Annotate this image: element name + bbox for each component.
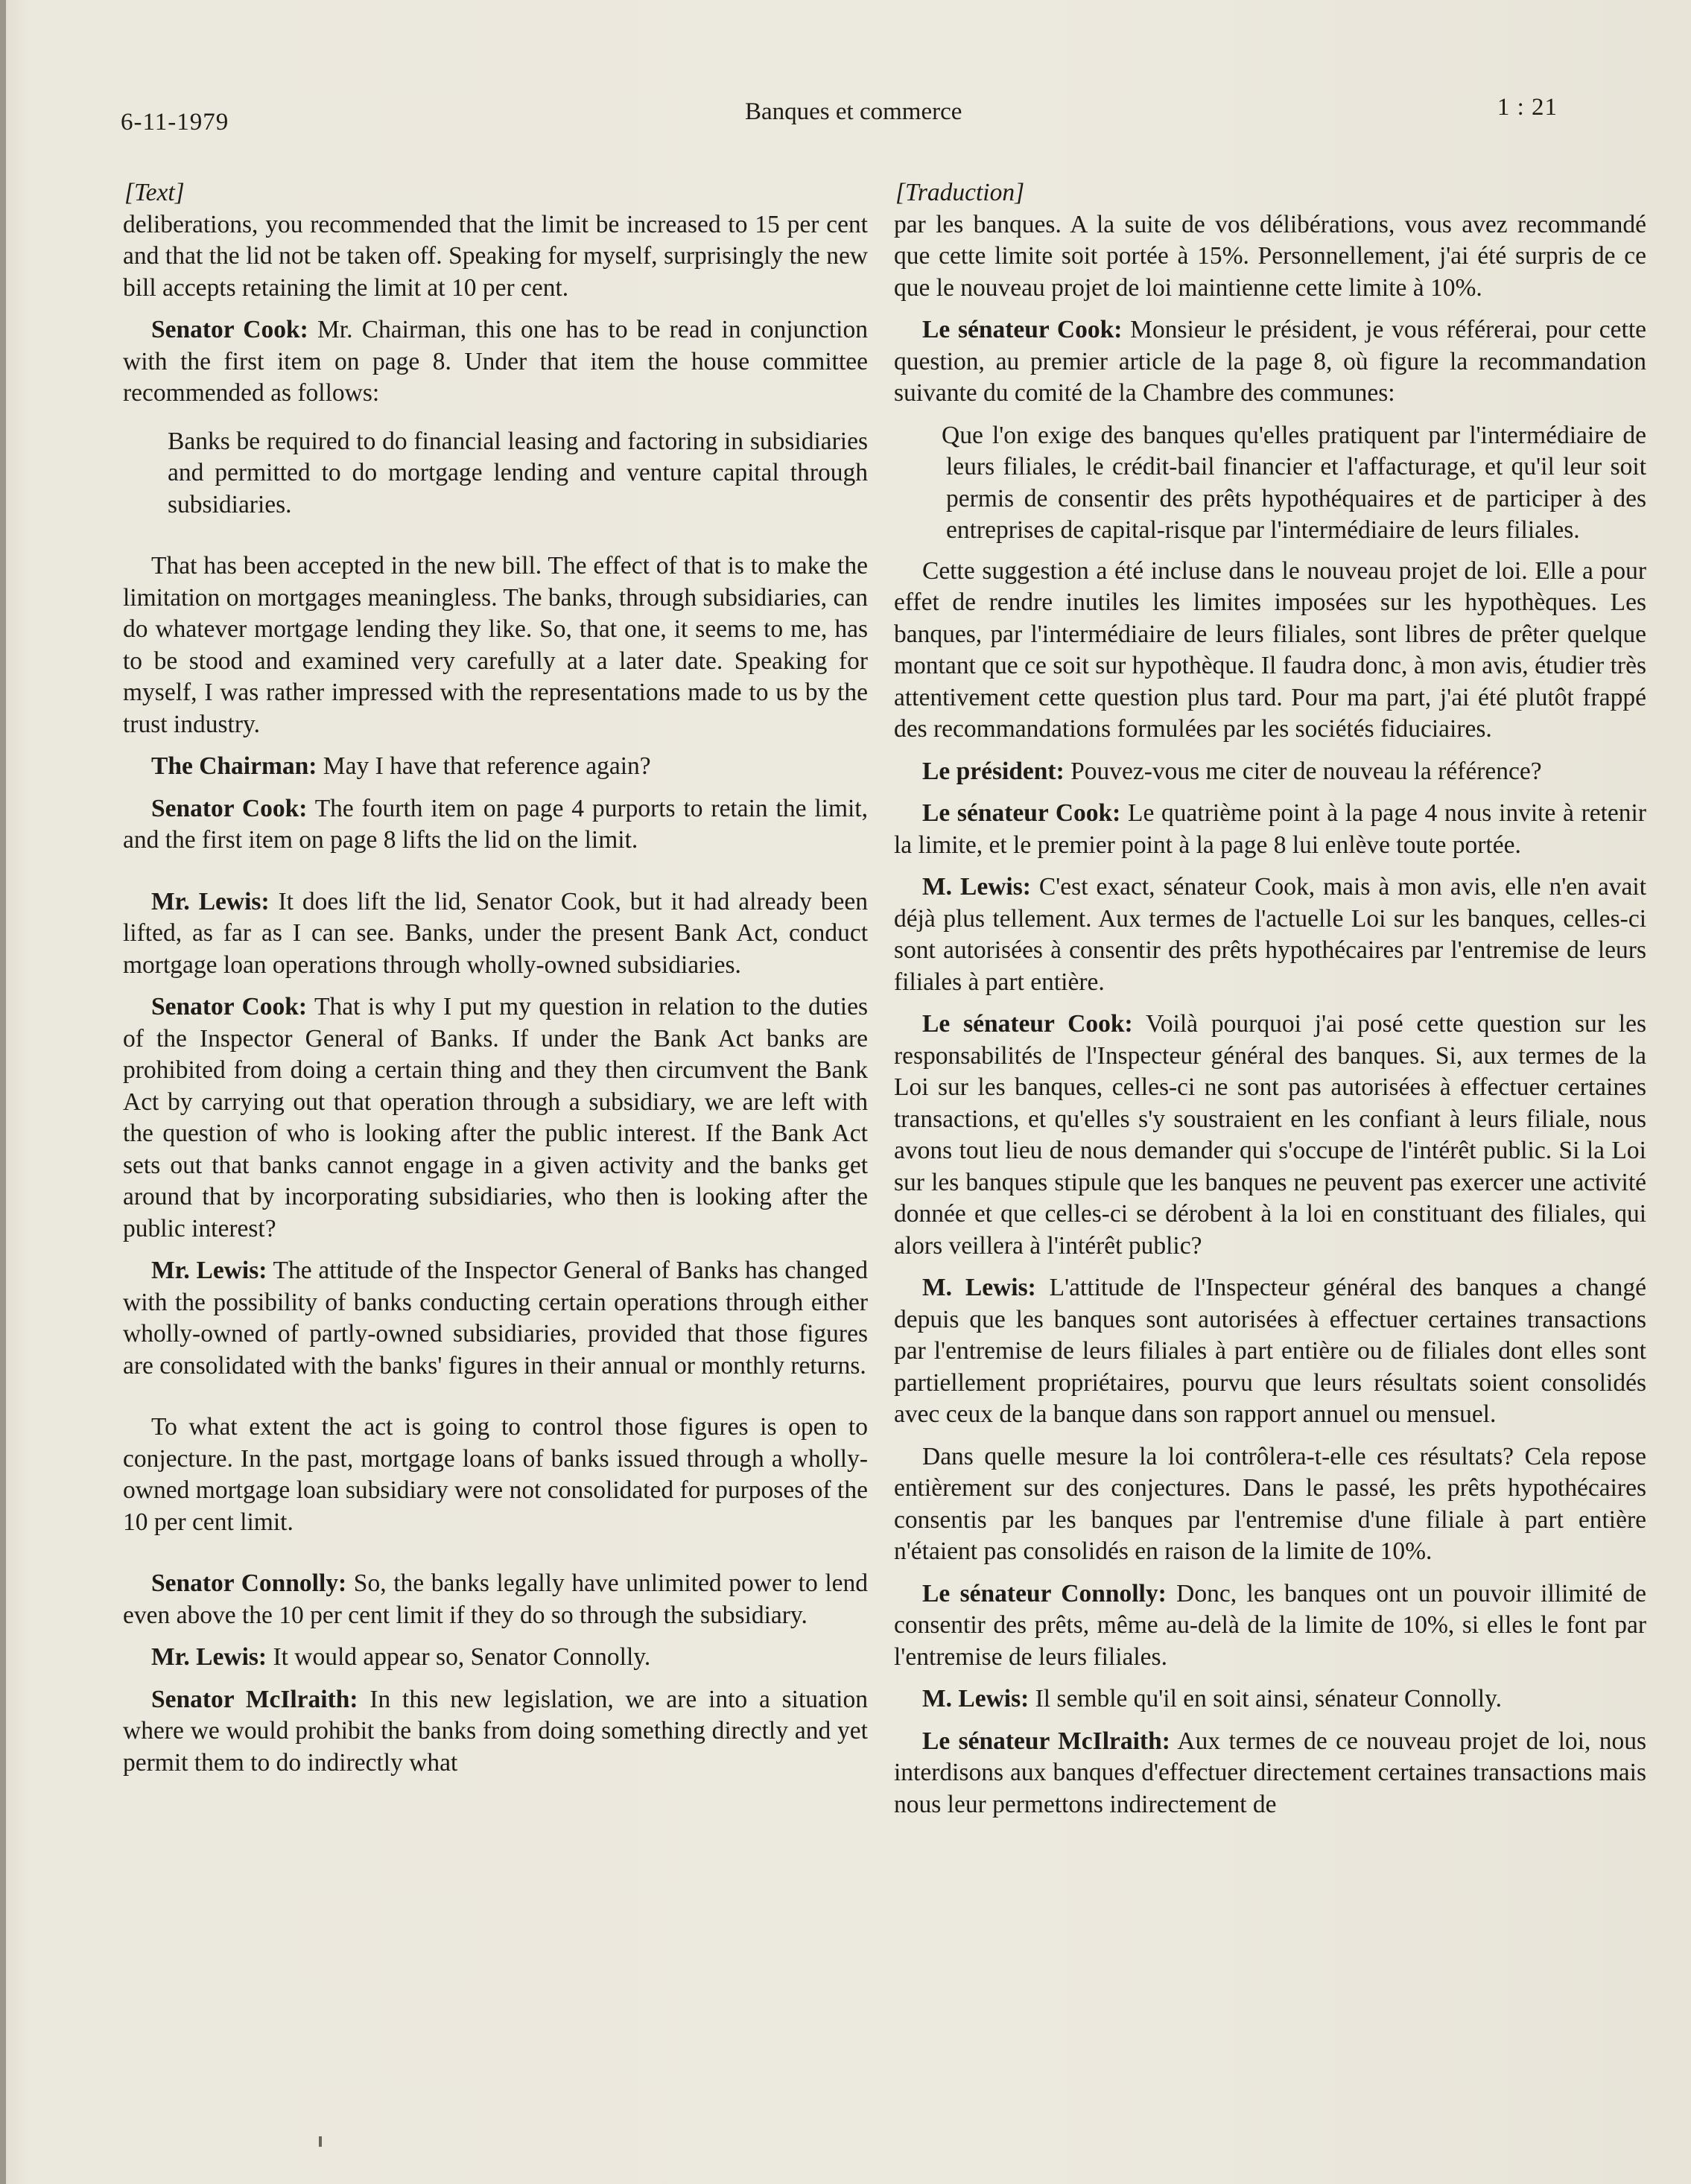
paragraph: Le sénateur Cook: Voilà pourquoi j'ai posé cette question sur les responsabilités de l'Inspecteur général des banques. Si, aux termes de la Loi sur les banques, celles-ci ne sont pas autorisées à effectuer certaines transactions, et qu'elles s'y soustraient en les confiant à leurs filiale, nous avons tout lieu de nous demander qui s'occupe de l'intérêt public. Si la Loi sur les banques stipule que les banques ne peuvent pas exercer une activité donnée et que celles-ci se dérobent à la loi en constituant des filiales, qui alors veillera à l'intérêt public? [894,1010,1646,1260]
paragraph: The Chairman: May I have that reference again? [151,752,651,780]
speaker-name: Senator Cook: [151,316,308,343]
paragraph: That has been accepted in the new bill. The effect of that is to make the limitation on mortgages meaningless. The banks, through subsidiaries, can do whatever mortgage lending they like. So, that one, it seems to me, has to be stood and examined very carefully at a later date. Speaking for myself, I was rather impressed with the representations made to us by the trust industry. [123,552,868,738]
speaker-name: Le sénateur Cook: [922,1010,1133,1038]
speaker-name: Mr. Lewis: [151,887,270,915]
paragraph: Le sénateur Cook: Monsieur le président, je vous référerai, pour cette question, au premier article de la page 8, où figure la recommandation suivante du comité de la Chambre des communes: [894,316,1647,407]
speaker-name: The Chairman: [151,752,317,780]
column-label: [Text] [124,179,185,206]
paragraph: par les banques. A la suite de vos délibérations, vous avez recommandé que cette limite soit portée à 15%. Personnellement, j'ai été surpris de ce que le nouveau projet de loi maintienne cette limite à 10%. [894,210,1646,302]
speaker-name: Senator Connolly: [151,1569,347,1597]
speaker-name: Senator McIlraith: [151,1685,358,1713]
column-label: [Traduction] [895,179,1025,206]
speaker-name: Senator Cook: [151,993,308,1020]
paragraph: To what extent the act is going to control those figures is open to conjecture. In the past, mortgage loans of banks issued through a wholly-owned mortgage loan subsidiary were not consolidated for purposes of the 10 per cent limit. [123,1413,868,1536]
speaker-name: M. Lewis: [922,1685,1029,1712]
paragraph: M. Lewis: C'est exact, sénateur Cook, mais à mon avis, elle n'en avait déjà plus tellement. Aux termes de l'actuelle Loi sur les banques, celles-ci sont autorisées à consentir des prêts hypothécaires par l'entremise de leurs filiales à part entière. [894,873,1646,996]
paragraph: Senator Connolly: So, the banks legally have unlimited power to lend even above the 10 per cent limit if they do so through the subsidiary. [123,1569,869,1629]
speaker-name: Le sénateur McIlraith: [922,1727,1170,1755]
header-title: Banques et commerce [745,98,962,125]
speaker-name: Le sénateur Connolly: [922,1579,1167,1607]
running-header [119,94,1561,139]
paragraph: Mr. Lewis: It does lift the lid, Senator Cook, but it had already been lifted, as far as I can see. Banks, under the present Bank Act, conduct mortgage loan operations through wholly-owned subsidiaries. [123,887,868,979]
quotation: Banks be required to do financial leasing and factoring in subsidiaries and permitted to do mortgage lending and venture capital through subsidiaries. [168,427,868,518]
left-column-english [123,177,868,1789]
speaker-name: Senator Cook: [151,794,308,822]
paragraph: Senator Cook: The fourth item on page 4 purports to retain the limit, and the first item on page 8 lifts the lid on the limit. [123,794,869,854]
speaker-name: Le président: [922,757,1065,785]
scan-speck [319,2136,322,2147]
paragraph: Cette suggestion a été incluse dans le nouveau projet de loi. Elle a pour effet de rendre inutiles les limites imposées sur les hypothèques. Les banques, par l'intermédiaire de leurs filiales, sont libres de prêter quelque montant que ce soit sur hypothèque. Il faudra donc, à mon avis, étudier très attentivement cette question plus tard. Pour ma part, j'ai été plutôt frappé des recommandations formulées par les sociétés fiduciaires. [894,556,1646,743]
paragraph: Le sénateur Connolly: Donc, les banques ont un pouvoir illimité de consentir des prêts, même au-delà de la limite de 10%, si elles le font par l'entremise de leurs filiales. [894,1579,1646,1671]
paragraph: Senator McIlraith: In this new legislation, we are into a situation where we would prohibit the banks from doing something directly and yet permit them to do indirectly what [123,1685,868,1777]
page-number: 1 : 21 [1497,94,1558,121]
right-column-french [894,177,1646,1831]
paragraph: Senator Cook: Mr. Chairman, this one has to be read in conjunction with the first item on page 8. Under that item the house committee recommended as follows: [123,316,868,407]
paragraph: Dans quelle mesure la loi contrôlera-t-elle ces résultats? Cela repose entièrement sur des conjectures. Dans le passé, les prêts hypothécaires consentis par les banques par l'entremise d'une filiale à part entière n'étaient pas consolidés en raison de la limite de 10%. [894,1442,1646,1565]
speaker-name: Mr. Lewis: [151,1643,267,1671]
page-spine-edge [0,0,6,2184]
paragraph: Le sénateur Cook: Le quatrième point à la page 4 nous invite à retenir la limite, et le premier point à la page 8 lui enlève toute portée. [894,799,1646,859]
paragraph: M. Lewis: L'attitude de l'Inspecteur général des banques a changé depuis que les banques sont autorisées à effectuer certaines transactions par l'entremise de leurs filiales à part entière ou de filiales dont elles sont partiellement propriétaires, pourvu que leurs résultats soient consolidés avec ceux de la banque dans son rapport annuel ou mensuel. [894,1274,1646,1428]
paragraph: deliberations, you recommended that the limit be increased to 15 per cent and that the lid not be taken off. Speaking for myself, surprisingly the new bill accepts retaining the limit at 10 per cent. [123,210,868,302]
speaker-name: M. Lewis: [922,873,1031,901]
speaker-name: M. Lewis: [922,1274,1036,1301]
paragraph: Mr. Lewis: The attitude of the Inspector General of Banks has changed with the possibility of banks conducting certain operations through either wholly-owned of partly-owned subsidiaries, provided that those figures are consolidated with the banks' figures in their annual or monthly returns. [123,1257,868,1380]
paragraph: Le sénateur McIlraith: Aux termes de ce nouveau projet de loi, nous interdisons aux banques d'effectuer directement certaines transactions mais nous leur permettons indirectement de [894,1727,1646,1818]
speaker-name: Mr. Lewis: [151,1257,267,1284]
header-date: 6-11-1979 [121,109,229,136]
speaker-name: Le sénateur Cook: [922,799,1121,827]
paragraph: Le président: Pouvez-vous me citer de nouveau la référence? [922,757,1542,785]
paragraph: Mr. Lewis: It would appear so, Senator Connolly. [151,1643,651,1671]
quotation: Que l'on exige des banques qu'elles pratiquent par l'intermédiaire de leurs filiales, le crédit-bail financier et l'affacturage, et qu'il leur soit permis de consentir des prêts hypothéquaires et de participer à des entreprises de capital-risque par l'intermédiaire de leurs filiales. [942,421,1646,544]
speaker-name: Le sénateur Cook: [922,316,1123,343]
paragraph: Senator Cook: That is why I put my question in relation to the duties of the Inspector General of Banks. If under the Bank Act banks are prohibited from doing a certain thing and they then circumvent the Bank Act by carrying out that operation through a subsidiary, we are left with the question of who is looking after the public interest. If the Bank Act sets out that banks cannot engage in a given activity and the banks get around that by incorporating subsidiaries, who then is looking after the public interest? [123,993,869,1242]
paragraph: M. Lewis: Il semble qu'il en soit ainsi, sénateur Connolly. [922,1685,1502,1712]
